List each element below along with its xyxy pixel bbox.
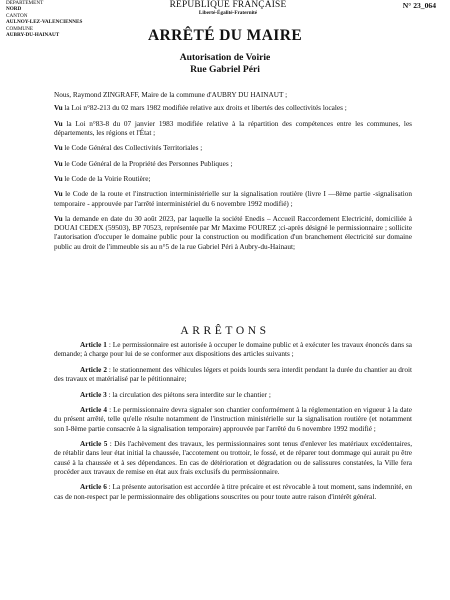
article-label: Article 1: [80, 341, 107, 349]
vu-text: le Code de la route et l'instruction interministérielle sur la signalisation routière (livre I —8ème partie -signalisation temporaire - approuvée par l'arrêté interministériel du 6 novembre 1992 modifié) ;: [54, 190, 412, 208]
vu-label: Vu: [54, 144, 63, 153]
article-text: : le stationnement des véhicules légers et poids lourds sera interdit pendant la durée du chantier au droit des travaux et matérialisé par le pétitionnaire;: [54, 365, 412, 383]
vu-text: le Code de la Voirie Routière;: [62, 174, 151, 183]
article-2: [54, 366, 412, 384]
article-label: Article 4: [80, 406, 108, 415]
header-line-departement: DÉPARTEMENT: [6, 0, 44, 6]
decree-number: N° 23_064: [402, 1, 436, 10]
article-4: [54, 406, 412, 434]
header-line-commune-name: AUBRY-DU-HAINAUT: [6, 32, 60, 39]
vu-label: Vu: [54, 159, 63, 168]
vu-label: Vu: [54, 119, 63, 128]
vu-text: la demande en date du 30 août 2023, par laquelle la société Enedis – Accueil Raccordement Electricité, domiciliée à DOUAI CEDEX (59503), BP 70523, représentée par Mr Maxime FOUREZ ;ci-après désigné le permissionnaire ; sollicite l'autorisation d'occuper le domaine public pour la construction ou modification d'un branchement électricité sur domaine public au droit de l'immeuble sis au n°5 de la rue Gabriel Péri à Aubry-du-Hainaut;: [54, 214, 412, 251]
article-text: : La présente autorisation est accordée à titre précaire et est révocable à tout moment, sans indemnité, en cas de non-respect par le permissionnaire des obligations souscrites ou pour toute autre raison d'intérêt général.: [54, 483, 413, 501]
subtitle: [0, 52, 450, 76]
header-republic-block: [120, 0, 336, 17]
header-line-canton-name: AULNOY-LEZ-VALENCIENNES: [6, 19, 83, 26]
header-line-canton: CANTON: [6, 12, 28, 19]
vu-label: Vu: [54, 174, 63, 183]
arretons-heading: ARRÊTONS: [180, 325, 270, 337]
preamble-vu-3: [54, 144, 412, 153]
article-text: : Dès l'achèvement des travaux, les permissionnaires sont tenus d'enlever les matériaux excédentaires, de rétablir dans leur état initial la chaussée, l'accotement ou trottoir, le fossé, et de réparer tout dommage qui aurait pu être causé à la chaussée et à ses dépendances. En cas de détérioration et dégradation ou de salissures constatées, la Ville fera procéder aux travaux de remise en état aux frais exclusifs du permissionnaire.: [54, 440, 413, 476]
subtitle-line-1: Autorisation de Voirie: [179, 52, 271, 63]
preamble-vu-2: [54, 120, 412, 138]
republic-motto: Liberté-Égalité-Fraternité: [198, 10, 258, 16]
republic-title: RÉPUBLIQUE FRANÇAISE: [169, 0, 287, 10]
article-text: : Le permissionnaire devra signaler son chantier conformément à la réglementation en vigueur à la date du présent arrêté, telle qu'elle résulte notamment de l'instruction ministérielle sur la signalisation routière (et notamment son I-8ème partie consacrée à la signalisation temporaire) approuvée par l'arrêté du 6 novembre 1992 modifié ;: [54, 406, 412, 433]
vu-label: Vu: [54, 190, 63, 199]
vu-text: le Code Général des Collectivités Territoriales ;: [62, 144, 203, 153]
subtitle-line-2: Rue Gabriel Péri: [190, 64, 260, 75]
vu-text: la Loi n°83-8 du 07 janvier 1983 modifiée relative à la répartition des compétences entre les communes, les départements, les régions et l'État ;: [54, 119, 412, 137]
article-label: Article 6: [80, 483, 107, 492]
preamble-vu-5: [54, 175, 412, 184]
article-1: [54, 341, 412, 359]
article-6: [54, 483, 412, 501]
preamble-vu-7: [54, 215, 412, 252]
vu-label: Vu: [54, 104, 63, 113]
vu-label: Vu: [54, 214, 63, 223]
article-label: Article 2: [80, 365, 107, 374]
articles-section: [54, 341, 412, 508]
article-text: : la circulation des piétons sera interdite sur le chantier ;: [106, 390, 271, 399]
article-5: [54, 440, 412, 477]
header-line-nord: NORD: [6, 6, 22, 13]
article-text: : Le permissionnaire est autorisée à occuper le domaine public et à exécuter les travaux énoncés dans sa demande; à charge pour lui de se conformer aux dispositions des articles suivants ;: [54, 341, 412, 359]
preamble-vu-1: [54, 104, 412, 113]
article-label: Article 3: [80, 390, 107, 399]
preamble: [54, 91, 412, 258]
header-line-commune: COMMUNE: [6, 25, 34, 32]
vu-text: le Code Général de la Propriété des Personnes Publiques ;: [62, 159, 233, 168]
preamble-intro: Nous, Raymond ZINGRAFF, Maire de la commune d'AUBRY DU HAINAUT ;: [54, 91, 288, 99]
preamble-vu-4: [54, 160, 412, 169]
preamble-vu-6: [54, 190, 412, 208]
page-title: ARRÊTÉ DU MAIRE: [147, 27, 303, 44]
article-3: [54, 391, 412, 400]
article-label: Article 5: [80, 440, 108, 449]
vu-text: la Loi n°82-213 du 02 mars 1982 modifiée relative aux droits et libertés des collectivités locales ;: [62, 104, 347, 113]
